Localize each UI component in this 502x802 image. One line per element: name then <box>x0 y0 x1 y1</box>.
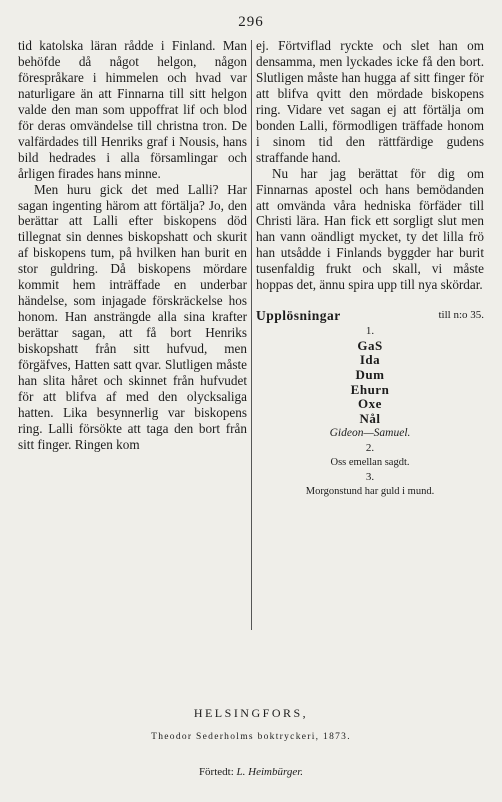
solution-2-number: 2. <box>365 441 375 454</box>
solution-1-answer: Gideon—Samuel. <box>329 427 411 440</box>
solution-1-word: Ehurn <box>350 381 390 397</box>
solution-1-word: Ida <box>359 352 381 368</box>
imprint-city: HELSINGFORS, <box>193 706 309 720</box>
page-number: 296 <box>238 14 264 30</box>
solutions-block <box>256 324 484 499</box>
solution-1-word: GaS <box>357 337 383 353</box>
solution-3-number: 3. <box>365 471 375 484</box>
right-paragraph-1: ej. Förtviflad ryckte och slet han om densamma, men lyckades icke få den bort. Slutligen måste han hugga af sitt finger för att blifva qvitt den mördade biskopens ring. Vidare vet sagan ej att förtälja om bonden Lalli, förmodligen träffade honom i sinom tid den rättfärdige gudens straffande hand. <box>256 38 484 165</box>
left-paragraph-2: Men huru gick det med Lalli? Har sagan ingenting härom att förtälja? Jo, den berättar att Lalli efter biskopens död tillegnat sin dennes biskopshatt och skurit af biskopens tum, på hvilken han burit en stor guldring. Då biskopens mördare kommit hem inträffade en underbar händelse, som injagade förskräckelse hos honom. Han ansträngde alla sina krafter berättar sagan, att få bort Henriks biskopshatt från sitt hufvud, men förgäfves, Hatten satt qvar. Slutligen måste han slita håret och skinnet från hufvudet för att blifva af med den olycksaliga hatten. Lika besynnerlig var biskopens ring. Lalli försökte att taga den bort från sitt finger. Ringen kom <box>18 181 247 452</box>
imprint-editor <box>0 766 502 778</box>
editor-name: L. Heimbürger. <box>236 766 304 778</box>
left-paragraph-1: tid katolska läran rådde i Finland. Man behöfde då något helgon, någon förespråkare i himmelen och hvad var naturligare än att Finnarna till sitt helgon valde den man som uppoffrat lif och blod för deras omvändelse till christna tron. De valfärdades till Henriks graf i Nousis, hans bild hedrades i alla församlingar och årligen firades hans minne. <box>18 38 247 181</box>
solutions-title: Upplösningar <box>256 308 341 324</box>
solution-1-word: Dum <box>355 366 385 382</box>
right-paragraph-2: Nu har jag berättat för dig om Finnarnas apostel och hans bemödanden att omvända våra hedniska förfäder till Christi lära. Han fick ett sorgligt slut men han vann oändligt mycket, ty det lilla frö han utsådde i Finlands byggder har burit tusenfaldig frukt och skall, vi måste hoppas det, ännu spira upp till nya skördar. <box>256 165 484 293</box>
left-column <box>18 38 247 453</box>
solutions-ref: till n:o 35. <box>438 309 484 322</box>
right-column <box>256 38 484 499</box>
solution-1-number: 1. <box>365 325 375 338</box>
solution-1-word: Oxe <box>358 396 382 412</box>
editor-label: Förtedt: <box>198 766 234 778</box>
solution-2-answer: Oss emellan sagdt. <box>330 456 410 468</box>
solution-3-answer: Morgonstund har guld i mund. <box>305 485 435 497</box>
solution-1-word: Nål <box>359 410 381 426</box>
column-divider <box>251 40 252 630</box>
imprint-printer: Theodor Sederholms boktryckeri, 1873. <box>151 732 351 742</box>
solutions-heading <box>256 308 484 324</box>
